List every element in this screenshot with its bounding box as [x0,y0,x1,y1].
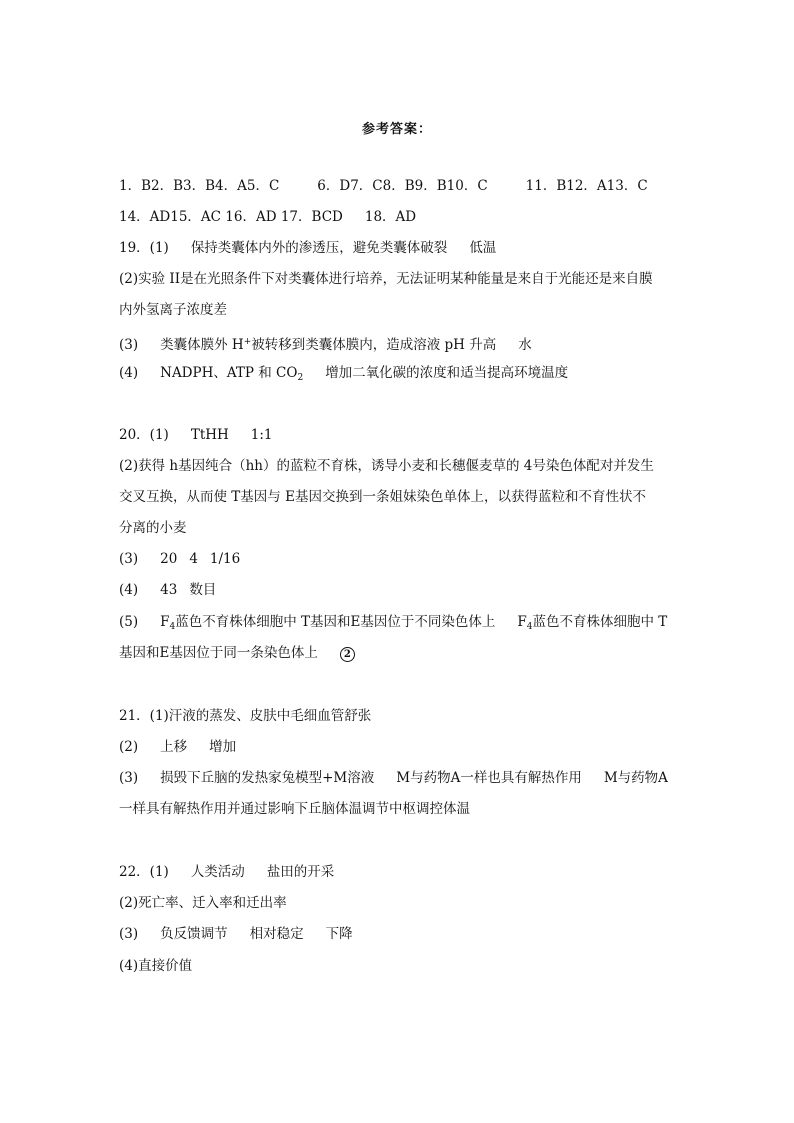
q19-part-3-number: (3) [119,337,139,353]
q21-part-3-answer-b: M与药物A一样也具有解热作用 [396,770,582,786]
q22-part-3-answer-c: 下降 [325,926,353,942]
q21-part-3-answer-a: 损毁下丘脑的发热家兔模型+M溶液 [160,770,375,786]
q21-part-2-answer-a: 上移 [160,739,188,755]
q21-part-3-number: (3) [119,770,139,786]
q22-part-4: (4)直接价值 [119,958,193,974]
q19-part-4 [119,363,679,388]
q22-part-3-number: (3) [119,926,139,942]
q20-part-5-line-1 [119,612,679,637]
q20-part-3-number: (3) [119,551,139,567]
q19-part-1-answer-b: 低温 [469,240,497,256]
q21-part-3-line-1 [119,768,679,788]
q19-part-2-line-2: 内外氢离子浓度差 [119,302,227,318]
q22-part-3-answer-a: 负反馈调节 [160,926,228,942]
q21-part-2 [119,737,679,757]
q20-part-4-answer-a: 43 [160,582,178,598]
q21-part-1: 21．(1)汗液的蒸发、皮肤中毛细血管舒张 [119,708,372,724]
f-generation-label: F [517,614,527,630]
q22-part-3-answer-b: 相对稳定 [249,926,304,942]
q22-part-1-answer-a: 人类活动 [190,864,245,880]
q19-part-3 [119,332,679,355]
q21-part-3-line-2: 一样具有解热作用并通过影响下丘脑体温调节中枢调控体温 [119,801,470,817]
q20-part-1-answer-b: 1:1 [250,427,273,443]
q22-part-1-number: 22．(1) [119,864,169,880]
q20-part-1 [119,425,679,445]
q20-part-3-answer-b: 4 [189,551,198,567]
f-generation-label: F [160,614,170,630]
q20-part-4-number: (4) [119,582,139,598]
q19-part-4-answer-b: 增加二氧化碳的浓度和适当提高环境温度 [325,365,569,381]
q20-part-5-number: (5) [119,614,139,630]
q19-part-2-line-1: (2)实验 II是在光照条件下对类囊体进行培养，无法证明某种能量是来自于光能还是来自膜 [119,271,653,287]
mc-answers-18: 18．AD [364,209,417,225]
q19-part-4-number: (4) [119,365,139,381]
q21-part-2-answer-b: 增加 [209,739,237,755]
q20-part-5-answer-b-cont: 基因和E基因位于同一条染色体上 [119,645,318,661]
hydrogen-ion-superscript: + [243,337,252,347]
co2-subscript: 2 [297,373,304,383]
mc-answers-6-10: 6．D7．C8．B9．B10．C [317,178,488,194]
f4-subscript: 4 [526,622,533,632]
q21-part-2-number: (2) [119,739,139,755]
q19-part-3-answer-b: 水 [518,337,532,353]
q20-part-3 [119,549,679,569]
f4-subscript: 4 [169,622,176,632]
q19-part-1-answer-a: 保持类囊体内外的渗透压，避免类囊体破裂 [190,240,448,256]
q20-part-3-answer-c: 1/16 [209,551,241,567]
q20-part-5-answer-b: 蓝色不育株体细胞中 T [532,614,668,630]
q19-part-1 [119,238,679,258]
q20-part-4 [119,580,679,600]
q20-part-2-line-3: 分离的小麦 [119,520,187,536]
q22-part-1-answer-b: 盐田的开采 [266,864,335,880]
q20-part-5-line-2 [119,643,679,663]
q22-part-1 [119,862,679,882]
mc-answers-row-1 [119,176,679,196]
q20-part-3-answer-a: 20 [160,551,178,567]
q20-part-1-number: 20．(1) [119,427,169,443]
q20-part-4-answer-b: 数目 [189,582,217,598]
q19-part-3-answer-a-rest: 被转移到类囊体膜内，造成溶液 pH 升高 [251,337,497,353]
mc-answers-14-17: 14．AD15．AC 16．AD 17．BCD [119,209,343,225]
q19-part-4-answer-a: NADPH、ATP 和 CO [160,365,298,381]
q21-part-3-answer-c: M与药物A [603,770,668,786]
q20-part-5-answer-a: 蓝色不育株体细胞中 T基因和E基因位于不同染色体上 [175,614,496,630]
q20-part-2-line-2: 交叉互换，从而使 T基因与 E基因交换到一条姐妹染色单体上，以获得蓝粒和不育性状不 [119,489,646,505]
q20-part-1-answer-a: TtHH [190,427,229,443]
q22-part-2: (2)死亡率、迁入率和迁出率 [119,895,287,911]
q20-part-2-line-1: (2)获得 h基因纯合（hh）的蓝粒不育株，诱导小麦和长穗偃麦草的 4号染色体配对并发生 [119,458,654,474]
q22-part-3 [119,924,679,944]
q19-part-1-number: 19．(1) [119,240,169,256]
circled-number-icon: 2 [340,647,355,662]
mc-answers-11-13: 11．B12．A13．C [525,178,648,194]
mc-answers-row-2 [119,207,679,227]
page-title: 参考答案： [361,122,432,137]
mc-answers-1-5: 1．B2．B3．B4．A5．C [119,178,280,194]
q19-part-3-answer-a-text: 类囊体膜外 H [160,337,244,353]
